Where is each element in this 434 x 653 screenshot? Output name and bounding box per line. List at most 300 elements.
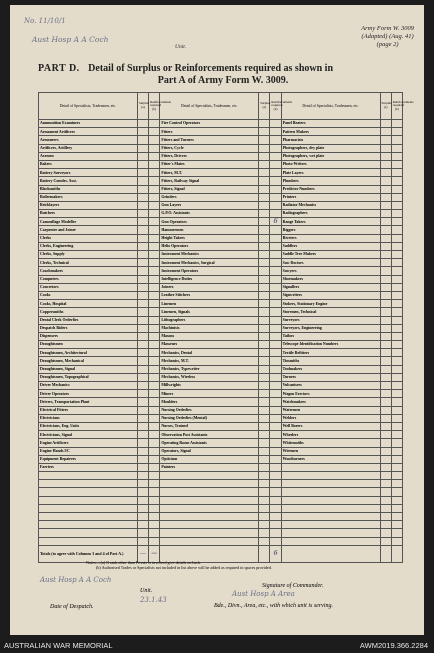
- reinforcement-cell: [149, 300, 160, 308]
- reinforcement-cell: [270, 144, 281, 152]
- reinforcement-cell: [270, 382, 281, 390]
- specialist-name: [160, 472, 259, 480]
- reinforcement-cell: [149, 267, 160, 275]
- table-row: [39, 291, 403, 299]
- reinforcement-cell: [391, 332, 402, 340]
- surplus-cell: [137, 431, 148, 439]
- reinforcement-cell: [391, 455, 402, 463]
- surplus-cell: [259, 422, 270, 430]
- reinforcement-cell: [391, 210, 402, 218]
- specialist-name: Toolmakers: [281, 365, 380, 373]
- surplus-cell: [259, 218, 270, 226]
- reinforcement-cell: [391, 480, 402, 488]
- reinforcement-cell: [270, 226, 281, 234]
- specialist-name: [160, 537, 259, 545]
- reinforcement-cell: [391, 341, 402, 349]
- table-row: [39, 226, 403, 234]
- title-line1: Detail of Surplus or Reinforcements required as shown in: [88, 63, 334, 74]
- specialist-name: Vulcanisers: [281, 382, 380, 390]
- reinforcement-cell: [149, 160, 160, 168]
- footer-bde-label: Bde., Divn., Area, etc., with which unit is serving.: [214, 603, 333, 609]
- surplus-cell: [380, 480, 391, 488]
- surplus-cell: [137, 218, 148, 226]
- table-header: [39, 93, 403, 120]
- specialist-name: Riggers: [281, 226, 380, 234]
- reinforcement-cell: [149, 275, 160, 283]
- reinforcement-cell: [149, 136, 160, 144]
- reinforcement-cell: [391, 431, 402, 439]
- surplus-cell: [137, 496, 148, 504]
- reinforcement-cell: [391, 283, 402, 291]
- surplus-cell: [259, 365, 270, 373]
- reinforcement-cell: [270, 169, 281, 177]
- specialist-name: Plumbers: [281, 177, 380, 185]
- reinforcement-cell: [270, 193, 281, 201]
- archive-footer-bar: [0, 637, 434, 653]
- handwriting-unit: Aust Hosp A A Coch: [32, 35, 109, 44]
- surplus-cell: [380, 300, 391, 308]
- surplus-cell: [259, 210, 270, 218]
- specialist-name: Welders: [281, 414, 380, 422]
- reinforcement-cell: [391, 218, 402, 226]
- total-reinforcement-cell: [391, 545, 402, 562]
- surplus-cell: [259, 177, 270, 185]
- table-row: [39, 267, 403, 275]
- reinforcement-cell: [149, 169, 160, 177]
- surplus-cell: [380, 414, 391, 422]
- reinforcement-cell: [391, 152, 402, 160]
- specialist-name: [160, 480, 259, 488]
- surplus-cell: [137, 128, 148, 136]
- specialist-name: Equipment Repairers: [39, 455, 138, 463]
- specialist-name: Gun Layers: [160, 201, 259, 209]
- reinforcement-cell: [391, 120, 402, 128]
- specialist-name: G.P.O. Assistants: [160, 210, 259, 218]
- reinforcement-cell: [270, 472, 281, 480]
- surplus-cell: [259, 373, 270, 381]
- surplus-cell: [259, 537, 270, 545]
- surplus-cell: [380, 201, 391, 209]
- reinforcement-cell: [391, 185, 402, 193]
- surplus-cell: [259, 332, 270, 340]
- surplus-cell: [137, 504, 148, 512]
- reinforcement-cell: [270, 324, 281, 332]
- surplus-cell: [259, 267, 270, 275]
- table-row: [39, 218, 403, 226]
- surplus-cell: [137, 308, 148, 316]
- specialist-name: Engine Hands I/C: [39, 447, 138, 455]
- surplus-cell: [259, 513, 270, 521]
- table-row: [39, 431, 403, 439]
- surplus-cell: [380, 308, 391, 316]
- surplus-cell: [137, 193, 148, 201]
- reinforcement-cell: [270, 398, 281, 406]
- reinforcement-cell: [391, 308, 402, 316]
- reinforcement-cell: [270, 504, 281, 512]
- specialist-name: Riveters: [281, 234, 380, 242]
- surplus-cell: [137, 382, 148, 390]
- specialist-name: Masons: [160, 332, 259, 340]
- specialist-name: Painters: [160, 463, 259, 471]
- surplus-cell: [380, 496, 391, 504]
- surplus-cell: [259, 455, 270, 463]
- specialist-name: Storemen, Technical: [281, 308, 380, 316]
- surplus-cell: [259, 242, 270, 250]
- reinforcement-cell: [149, 513, 160, 521]
- surplus-cell: [137, 349, 148, 357]
- surplus-cell: [380, 291, 391, 299]
- specialist-name: Fitters: [160, 128, 259, 136]
- specialist-name: Range Takers: [281, 218, 380, 226]
- specialist-name: Electrical Fitters: [39, 406, 138, 414]
- reinforcement-cell: [149, 357, 160, 365]
- surplus-cell: [380, 259, 391, 267]
- specialist-name: Fire Control Operators: [160, 120, 259, 128]
- table-row: [39, 324, 403, 332]
- reinforcement-cell: [270, 267, 281, 275]
- reinforcement-cell: [149, 218, 160, 226]
- specialist-name: Despatch Riders: [39, 324, 138, 332]
- specialist-name: Stokers, Stationary Engine: [281, 300, 380, 308]
- reinforcement-cell: [149, 185, 160, 193]
- surplus-cell: [137, 513, 148, 521]
- specialist-name: Well Borers: [281, 422, 380, 430]
- reinforcement-cell: [149, 341, 160, 349]
- reinforcement-cell: [149, 496, 160, 504]
- reinforcement-cell: [270, 234, 281, 242]
- unit-label: Unit.: [175, 44, 187, 50]
- specialist-name: Miners: [160, 390, 259, 398]
- specialist-name: Nurses, Trained: [160, 422, 259, 430]
- specialist-name: Instrument Mechanics, Surgical: [160, 259, 259, 267]
- specialist-name: Fitters, Signal: [160, 185, 259, 193]
- reinforcement-cell: [149, 373, 160, 381]
- specialist-name: [160, 504, 259, 512]
- specialist-name: Instrument Operators: [160, 267, 259, 275]
- surplus-cell: [259, 431, 270, 439]
- surplus-cell: [137, 480, 148, 488]
- reinforcement-cell: [391, 291, 402, 299]
- table-row: [39, 201, 403, 209]
- specialist-name: Fitters and Turners: [160, 136, 259, 144]
- specialist-name: Moulders: [160, 398, 259, 406]
- specialist-name: Leather Stitchers: [160, 291, 259, 299]
- table-row: [39, 332, 403, 340]
- surplus-cell: [137, 414, 148, 422]
- surplus-cell: [137, 537, 148, 545]
- title-line2: Part A of Army Form W. 3009.: [157, 75, 289, 86]
- surplus-cell: [380, 193, 391, 201]
- table-row: [39, 480, 403, 488]
- reinforcement-cell: [391, 300, 402, 308]
- specialist-name: Clerks, Technical: [39, 259, 138, 267]
- specialist-name: Masseurs: [160, 341, 259, 349]
- reinforcement-cell: [391, 422, 402, 430]
- surplus-cell: [259, 152, 270, 160]
- specialist-name: [39, 529, 138, 537]
- reinforcement-cell: [391, 439, 402, 447]
- specialist-name: Nursing Orderlies: [160, 406, 259, 414]
- table-row: [39, 488, 403, 496]
- specialist-name: Intelligence Duties: [160, 275, 259, 283]
- surplus-cell: [380, 513, 391, 521]
- reinforcement-cell: [270, 414, 281, 422]
- surplus-cell: [259, 496, 270, 504]
- surplus-cell: [137, 210, 148, 218]
- reinforcement-cell: [270, 496, 281, 504]
- table-row: [39, 439, 403, 447]
- surplus-cell: [259, 324, 270, 332]
- specialist-name: Whitesmiths: [281, 439, 380, 447]
- table-row: [39, 373, 403, 381]
- specialist-name: Clerks: [39, 234, 138, 242]
- reinforcement-cell: [391, 251, 402, 259]
- specialist-name: Electricians, Signal: [39, 431, 138, 439]
- reinforcement-cell: [270, 463, 281, 471]
- surplus-cell: [380, 529, 391, 537]
- surplus-cell: [259, 234, 270, 242]
- specialist-name: [39, 537, 138, 545]
- reinforcement-cell: [270, 160, 281, 168]
- specialist-name: Clerks, Engineering: [39, 242, 138, 250]
- surplus-cell: [380, 463, 391, 471]
- specialist-name: Saddle Tree Makers: [281, 251, 380, 259]
- col-specialists: Detail of Specialists, Tradesmen, etc.: [160, 93, 259, 120]
- reinforcement-cell: [149, 128, 160, 136]
- surplus-cell: [137, 275, 148, 283]
- reinforcement-cell: [270, 275, 281, 283]
- reinforcement-cell: [149, 210, 160, 218]
- specialist-name: Wiremen: [281, 447, 380, 455]
- surplus-cell: [380, 210, 391, 218]
- specialist-name: Fitters, M.T.: [160, 169, 259, 177]
- surplus-cell: [380, 251, 391, 259]
- archive-name: AUSTRALIAN WAR MEMORIAL: [4, 641, 113, 650]
- reinforcement-cell: [270, 177, 281, 185]
- surplus-cell: [380, 390, 391, 398]
- specialist-name: Coppersmiths: [39, 308, 138, 316]
- surplus-cell: [380, 177, 391, 185]
- surplus-cell: [259, 472, 270, 480]
- reinforcement-cell: [149, 226, 160, 234]
- surplus-cell: [380, 406, 391, 414]
- notes: Notes.—(a) If rank other than Private is involved give details on back. (b) Authorised Trades or Specialists not included in list above will be added as required in spaces provided.: [86, 560, 272, 570]
- specialist-name: Axemen: [39, 152, 138, 160]
- surplus-cell: [259, 504, 270, 512]
- specialist-name: Millwrights: [160, 382, 259, 390]
- surplus-cell: [137, 324, 148, 332]
- specialist-name: Ammunition Examiners: [39, 120, 138, 128]
- surplus-cell: [259, 275, 270, 283]
- surplus-cell: [380, 128, 391, 136]
- reinforcement-cell: [391, 267, 402, 275]
- reinforcement-cell: [270, 251, 281, 259]
- reinforcement-cell: [270, 365, 281, 373]
- reinforcement-cell: [391, 193, 402, 201]
- table-row: [39, 472, 403, 480]
- specialist-name: Cooks, Hospital: [39, 300, 138, 308]
- surplus-cell: [259, 382, 270, 390]
- table-row: [39, 349, 403, 357]
- specialist-name: [281, 513, 380, 521]
- reinforcement-cell: [270, 488, 281, 496]
- surplus-cell: [380, 349, 391, 357]
- specialist-name: Dental Clerk Orderlies: [39, 316, 138, 324]
- reinforcement-cell: [391, 463, 402, 471]
- surplus-cell: [137, 406, 148, 414]
- table-row: [39, 259, 403, 267]
- surplus-cell: [380, 120, 391, 128]
- specialist-name: Drivers, Transportation Plant: [39, 398, 138, 406]
- surplus-cell: [137, 332, 148, 340]
- reinforcement-cell: [149, 472, 160, 480]
- reinforcement-cell: [270, 300, 281, 308]
- specialist-name: Shoemakers: [281, 275, 380, 283]
- reinforcement-cell: [149, 120, 160, 128]
- col-surplus: Surplus (a): [259, 93, 270, 120]
- reinforcement-cell: [149, 177, 160, 185]
- table-row: [39, 414, 403, 422]
- reinforcement-cell: [391, 144, 402, 152]
- surplus-cell: [259, 160, 270, 168]
- surplus-cell: [137, 373, 148, 381]
- surplus-cell: [259, 226, 270, 234]
- specialist-name: Fitter's Mates: [160, 160, 259, 168]
- surplus-cell: [380, 316, 391, 324]
- reinforcement-cell: [391, 128, 402, 136]
- surplus-cell: [137, 144, 148, 152]
- col-reinforcements: Reinforcements required (b): [149, 93, 160, 120]
- specialist-name: Bakers: [39, 160, 138, 168]
- surplus-cell: [380, 242, 391, 250]
- surplus-cell: [259, 259, 270, 267]
- reinforcement-cell: [149, 529, 160, 537]
- surplus-cell: [137, 136, 148, 144]
- surplus-cell: [380, 382, 391, 390]
- reinforcement-cell: [270, 185, 281, 193]
- reinforcement-cell: [270, 349, 281, 357]
- table-row: [39, 136, 403, 144]
- reinforcement-cell: [391, 447, 402, 455]
- reinforcement-cell: [270, 513, 281, 521]
- specialist-name: Helio Operators: [160, 242, 259, 250]
- table-row: [39, 177, 403, 185]
- handwriting-date: 23.1.43: [140, 596, 167, 604]
- specialist-name: Lithographers: [160, 316, 259, 324]
- total-surplus-cell: —: [137, 545, 148, 562]
- reinforcement-cell: [391, 504, 402, 512]
- specialist-name: Artificers, Artillery: [39, 144, 138, 152]
- surplus-cell: [137, 439, 148, 447]
- specialist-name: Surveyors: [281, 316, 380, 324]
- surplus-cell: [259, 185, 270, 193]
- surplus-cell: [380, 152, 391, 160]
- specialist-name: Draughtsmen, Architectural: [39, 349, 138, 357]
- specialist-name: Draughtsmen, Topographical: [39, 373, 138, 381]
- specialist-name: [160, 488, 259, 496]
- reinforcement-cell: [149, 447, 160, 455]
- surplus-cell: [259, 439, 270, 447]
- surplus-cell: [259, 480, 270, 488]
- surplus-cell: [259, 193, 270, 201]
- reinforcement-cell: [149, 431, 160, 439]
- reinforcement-cell: [391, 357, 402, 365]
- surplus-cell: [259, 251, 270, 259]
- reinforcement-cell: [270, 537, 281, 545]
- specialist-name: Linemen, Signals: [160, 308, 259, 316]
- handwriting-footer-unit: Aust Hosp A A Coch: [40, 576, 112, 584]
- reinforcement-cell: [391, 406, 402, 414]
- reinforcement-cell: [149, 504, 160, 512]
- specialist-name: Farriers: [39, 463, 138, 471]
- table-row: [39, 275, 403, 283]
- reinforcement-cell: [391, 324, 402, 332]
- reinforcement-cell: [149, 422, 160, 430]
- specialist-name: [39, 472, 138, 480]
- surplus-cell: [380, 357, 391, 365]
- surplus-cell: [380, 373, 391, 381]
- specialist-name: Wheelers: [281, 431, 380, 439]
- reinforcement-cell: [270, 332, 281, 340]
- specialist-name: Machinists: [160, 324, 259, 332]
- surplus-cell: [137, 521, 148, 529]
- reinforcement-cell: [270, 439, 281, 447]
- specialist-name: Woodturners: [281, 455, 380, 463]
- specialist-name: Operators, Signal: [160, 447, 259, 455]
- specialist-name: Electricians: [39, 414, 138, 422]
- form-number: Army Form W. 3009 (Adapted) (Aug. 41) (page 2): [361, 25, 414, 48]
- surplus-cell: [137, 488, 148, 496]
- reinforcement-cell: [391, 513, 402, 521]
- surplus-cell: [137, 259, 148, 267]
- specialist-name: Camouflage Modeller: [39, 218, 138, 226]
- table-row: [39, 234, 403, 242]
- specialist-name: Armourers: [39, 136, 138, 144]
- reinforcement-cell: [149, 398, 160, 406]
- surplus-cell: [137, 267, 148, 275]
- table-row: [39, 144, 403, 152]
- reinforcement-cell: [391, 373, 402, 381]
- surplus-cell: [137, 226, 148, 234]
- specialist-name: Pattern Makers: [281, 128, 380, 136]
- table-row: [39, 537, 403, 545]
- specialist-name: Fitters, Cycle: [160, 144, 259, 152]
- table-row: [39, 185, 403, 193]
- surplus-cell: [137, 316, 148, 324]
- specialist-name: Armament Artificers: [39, 128, 138, 136]
- specialist-name: Mechanics, Wireless: [160, 373, 259, 381]
- totals-label: [281, 545, 380, 562]
- reinforcement-cell: [270, 201, 281, 209]
- surplus-cell: [137, 152, 148, 160]
- table-row: [39, 504, 403, 512]
- surplus-cell: [259, 414, 270, 422]
- reinforcement-cell: [149, 521, 160, 529]
- specialist-name: Panel Beaters: [281, 120, 380, 128]
- col-reinforcements: Reinforcements required (b): [391, 93, 402, 120]
- reinforcement-cell: [149, 316, 160, 324]
- part-label: PART D.: [38, 63, 80, 74]
- table-row: [39, 193, 403, 201]
- surplus-cell: [137, 291, 148, 299]
- surplus-cell: [380, 439, 391, 447]
- surplus-cell: [137, 455, 148, 463]
- specialist-name: Butchers: [39, 210, 138, 218]
- surplus-cell: [137, 169, 148, 177]
- specialist-name: Mechanics, Typewriter: [160, 365, 259, 373]
- specialist-name: Photo-Writers: [281, 160, 380, 168]
- reinforcement-cell: [391, 529, 402, 537]
